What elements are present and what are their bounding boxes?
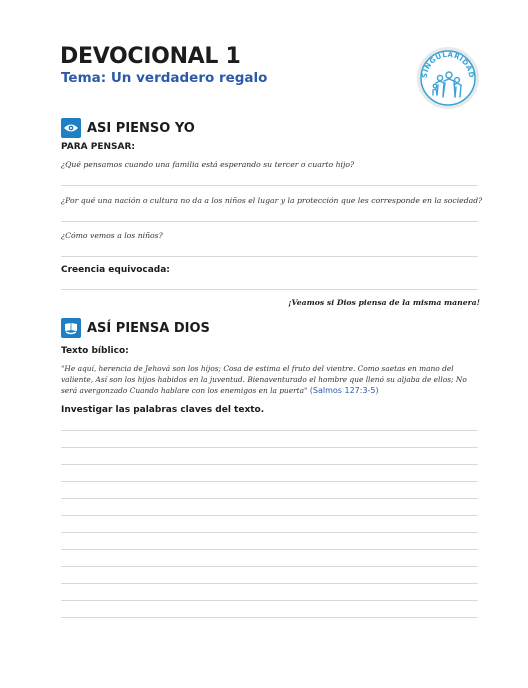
writing-line xyxy=(61,532,478,533)
writing-line xyxy=(61,583,478,584)
writing-line xyxy=(61,481,478,482)
eye-icon xyxy=(61,118,81,138)
writing-line xyxy=(61,617,478,618)
answer-line xyxy=(61,185,478,186)
people-group-icon xyxy=(415,45,481,111)
creencia-label: Creencia equivocada: xyxy=(61,265,170,275)
writing-line xyxy=(61,600,478,601)
book-hand-icon xyxy=(61,318,81,338)
writing-line xyxy=(61,566,478,567)
texto-biblico-label: Texto bíblico: xyxy=(61,346,129,356)
page-subtitle: Tema: Un verdadero regalo xyxy=(61,70,268,86)
badge-label: SINGULARIDAD xyxy=(420,50,476,79)
para-pensar-label: PARA PENSAR: xyxy=(61,142,136,152)
writing-line xyxy=(61,498,478,499)
writing-line xyxy=(61,515,478,516)
question-3: ¿Cómo vemos a los niños? xyxy=(61,231,163,240)
section-asi-piensa-dios-header xyxy=(61,318,210,338)
task-label: Investigar las palabras claves del texto. xyxy=(61,405,265,415)
verse-reference: (Salmos 127:3-5) xyxy=(309,386,379,395)
question-2: ¿Por qué una nación o cultura no da a los niños el lugar y la protección que les corresponde en la sociedad? xyxy=(61,196,483,205)
question-1: ¿Qué pensamos cuando una familia está esperando su tercer o cuarto hijo? xyxy=(61,160,355,169)
answer-line xyxy=(61,221,478,222)
singularidad-badge xyxy=(415,45,481,111)
writing-line xyxy=(61,549,478,550)
verse-text: "He aquí, herencia de Jehová son los hijos; Cosa de estima el fruto del vientre. Como saetas en mano del valiente, Así son los hijos habidos en la juventud. Bienaventurado el hombre que llenó su aljaba de ellos; No será avergonzado Cuando hablare con los enemigos en la puerta" xyxy=(61,364,467,395)
answer-line xyxy=(61,256,478,257)
writing-line xyxy=(61,430,478,431)
answer-line xyxy=(61,289,478,290)
section-asi-pienso-yo-header xyxy=(61,118,195,138)
bible-verse xyxy=(61,363,481,396)
writing-line xyxy=(61,447,478,448)
closing-text: ¡Veamos si Dios piensa de la misma manera! xyxy=(288,298,480,307)
page-title: DEVOCIONAL 1 xyxy=(60,44,241,69)
section-title: ASÍ PIENSA DIOS xyxy=(87,320,210,336)
section-title: ASI PIENSO YO xyxy=(87,120,195,136)
writing-line xyxy=(61,464,478,465)
